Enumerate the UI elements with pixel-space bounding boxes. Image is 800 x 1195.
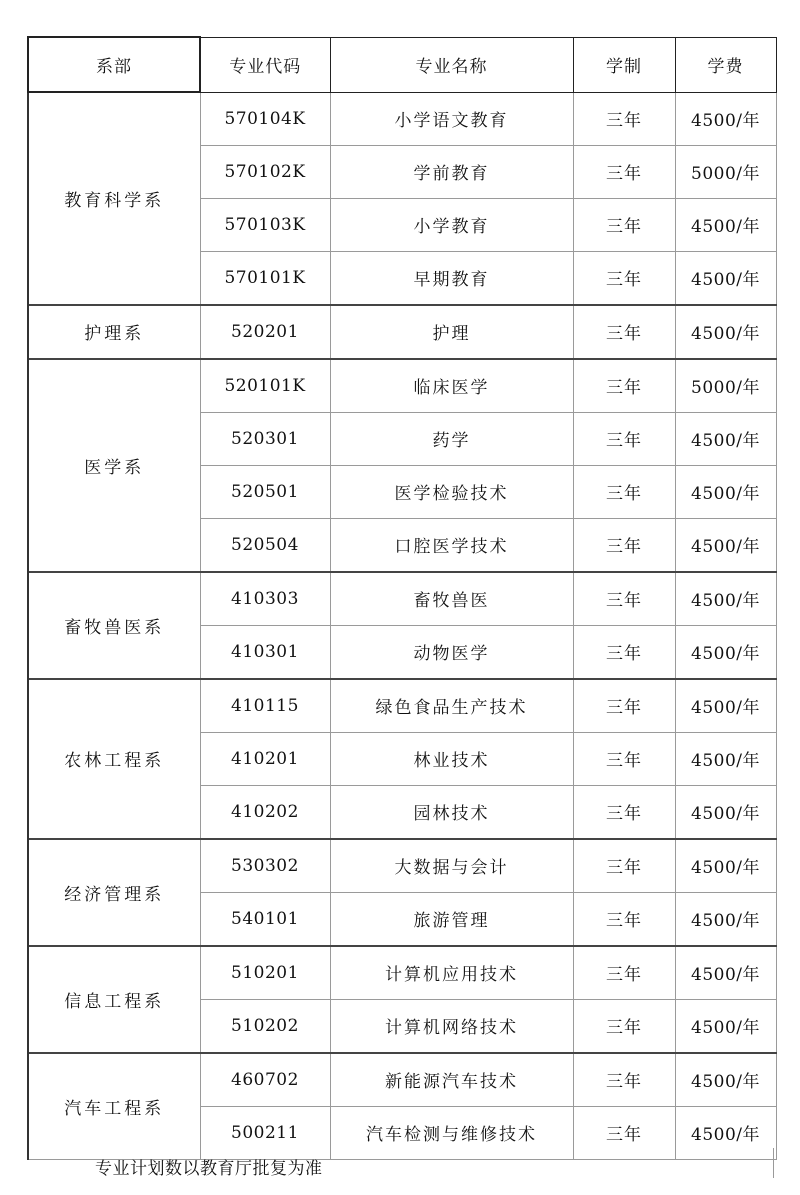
- study-years-cell: 三年: [573, 145, 675, 198]
- major-name-cell: 新能源汽车技术: [330, 1053, 573, 1107]
- header-years: 学制: [573, 37, 675, 92]
- study-years-cell: 三年: [573, 465, 675, 518]
- header-department: 系部: [28, 37, 200, 92]
- table-row: [28, 946, 776, 1000]
- major-name-cell: 林业技术: [330, 732, 573, 785]
- table-row: [28, 679, 776, 733]
- department-cell: 教育科学系: [28, 92, 200, 305]
- major-code-cell: 510202: [200, 999, 330, 1053]
- major-code-cell: 570104K: [200, 92, 330, 145]
- study-years-cell: 三年: [573, 359, 675, 413]
- header-fee: 学费: [675, 37, 776, 92]
- major-code-cell: 570102K: [200, 145, 330, 198]
- tuition-fee-cell: 4500/年: [675, 892, 776, 946]
- study-years-cell: 三年: [573, 732, 675, 785]
- study-years-cell: 三年: [573, 679, 675, 733]
- tuition-fee-cell: 4500/年: [675, 999, 776, 1053]
- tuition-fee-cell: 4500/年: [675, 839, 776, 893]
- major-name-cell: 绿色食品生产技术: [330, 679, 573, 733]
- table-row: [28, 92, 776, 145]
- table-row: [28, 1053, 776, 1107]
- tuition-fee-cell: 4500/年: [675, 785, 776, 839]
- study-years-cell: 三年: [573, 198, 675, 251]
- major-name-cell: 小学教育: [330, 198, 573, 251]
- study-years-cell: 三年: [573, 625, 675, 679]
- major-name-cell: 医学检验技术: [330, 465, 573, 518]
- major-name-cell: 畜牧兽医: [330, 572, 573, 626]
- study-years-cell: 三年: [573, 572, 675, 626]
- major-code-cell: 520101K: [200, 359, 330, 413]
- study-years-cell: 三年: [573, 1053, 675, 1107]
- study-years-cell: 三年: [573, 305, 675, 359]
- tuition-fee-cell: 4500/年: [675, 251, 776, 305]
- study-years-cell: 三年: [573, 251, 675, 305]
- tuition-fee-cell: 4500/年: [675, 92, 776, 145]
- tuition-fee-cell: 4500/年: [675, 518, 776, 572]
- department-cell: 信息工程系: [28, 946, 200, 1053]
- major-code-cell: 570103K: [200, 198, 330, 251]
- major-name-cell: 药学: [330, 412, 573, 465]
- major-code-cell: 410115: [200, 679, 330, 733]
- table-row: [28, 839, 776, 893]
- header-name: 专业名称: [330, 37, 573, 92]
- major-code-cell: 520301: [200, 412, 330, 465]
- major-code-cell: 410202: [200, 785, 330, 839]
- tuition-fee-cell: 4500/年: [675, 465, 776, 518]
- department-cell: 汽车工程系: [28, 1053, 200, 1160]
- table-row: [28, 359, 776, 413]
- major-name-cell: 计算机应用技术: [330, 946, 573, 1000]
- major-code-cell: 520201: [200, 305, 330, 359]
- tuition-fee-cell: 4500/年: [675, 1106, 776, 1159]
- study-years-cell: 三年: [573, 1106, 675, 1159]
- study-years-cell: 三年: [573, 785, 675, 839]
- major-code-cell: 510201: [200, 946, 330, 1000]
- major-code-cell: 460702: [200, 1053, 330, 1107]
- tuition-fee-cell: 4500/年: [675, 572, 776, 626]
- tuition-fee-cell: 4500/年: [675, 946, 776, 1000]
- tuition-fee-cell: 4500/年: [675, 625, 776, 679]
- tuition-fee-cell: 4500/年: [675, 198, 776, 251]
- major-name-cell: 旅游管理: [330, 892, 573, 946]
- study-years-cell: 三年: [573, 412, 675, 465]
- major-name-cell: 大数据与会计: [330, 839, 573, 893]
- table-row: [28, 305, 776, 359]
- table-row: [28, 572, 776, 626]
- majors-table: [27, 36, 777, 1160]
- study-years-cell: 三年: [573, 518, 675, 572]
- major-code-cell: 530302: [200, 839, 330, 893]
- major-name-cell: 临床医学: [330, 359, 573, 413]
- tuition-fee-cell: 4500/年: [675, 1053, 776, 1107]
- study-years-cell: 三年: [573, 999, 675, 1053]
- table-header-row: [28, 37, 776, 92]
- major-code-cell: 410303: [200, 572, 330, 626]
- major-name-cell: 学前教育: [330, 145, 573, 198]
- major-code-cell: 410301: [200, 625, 330, 679]
- study-years-cell: 三年: [573, 892, 675, 946]
- department-cell: 农林工程系: [28, 679, 200, 839]
- major-code-cell: 410201: [200, 732, 330, 785]
- major-code-cell: 520501: [200, 465, 330, 518]
- table-edge-divider: [773, 1148, 774, 1178]
- major-name-cell: 计算机网络技术: [330, 999, 573, 1053]
- department-cell: 护理系: [28, 305, 200, 359]
- header-code: 专业代码: [200, 37, 330, 92]
- major-name-cell: 动物医学: [330, 625, 573, 679]
- table-body: [28, 92, 776, 1159]
- major-code-cell: 520504: [200, 518, 330, 572]
- major-name-cell: 早期教育: [330, 251, 573, 305]
- department-cell: 医学系: [28, 359, 200, 572]
- tuition-fee-cell: 5000/年: [675, 145, 776, 198]
- major-code-cell: 500211: [200, 1106, 330, 1159]
- major-name-cell: 护理: [330, 305, 573, 359]
- major-code-cell: 540101: [200, 892, 330, 946]
- department-cell: 经济管理系: [28, 839, 200, 946]
- major-name-cell: 小学语文教育: [330, 92, 573, 145]
- study-years-cell: 三年: [573, 946, 675, 1000]
- tuition-fee-cell: 4500/年: [675, 412, 776, 465]
- tuition-fee-cell: 4500/年: [675, 732, 776, 785]
- major-code-cell: 570101K: [200, 251, 330, 305]
- study-years-cell: 三年: [573, 92, 675, 145]
- department-cell: 畜牧兽医系: [28, 572, 200, 679]
- footnote: 专业计划数以教育厅批复为准: [95, 1159, 323, 1179]
- major-name-cell: 园林技术: [330, 785, 573, 839]
- tuition-fee-cell: 4500/年: [675, 679, 776, 733]
- major-name-cell: 口腔医学技术: [330, 518, 573, 572]
- tuition-fee-cell: 4500/年: [675, 305, 776, 359]
- study-years-cell: 三年: [573, 839, 675, 893]
- tuition-fee-cell: 5000/年: [675, 359, 776, 413]
- major-name-cell: 汽车检测与维修技术: [330, 1106, 573, 1159]
